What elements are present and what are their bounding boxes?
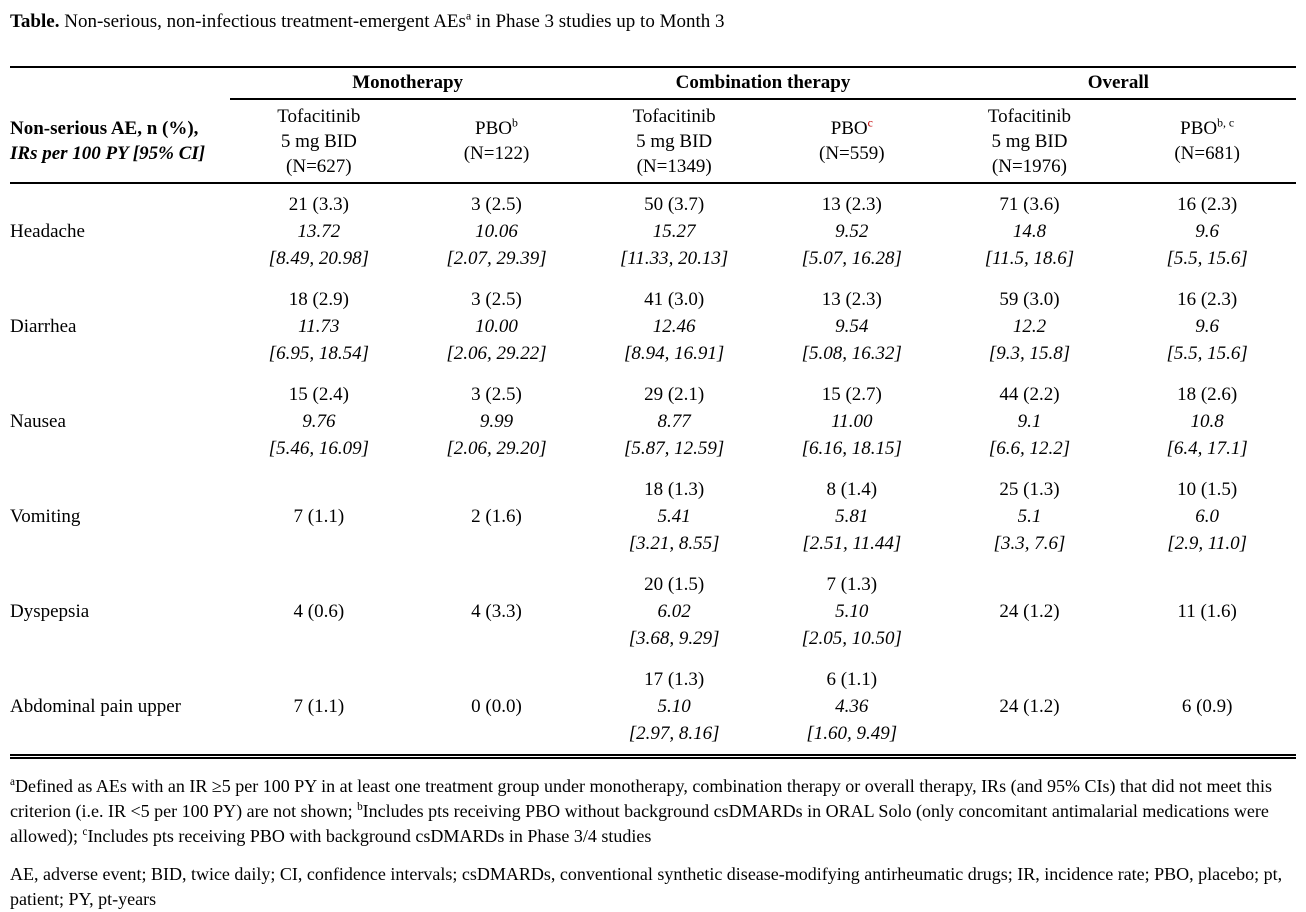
ae-name: Abdominal pain upper — [10, 659, 230, 757]
table-row-dyspepsia — [10, 564, 1296, 659]
ae-cell: 3 (2.5) 10.06 [2.07, 29.39] — [446, 194, 547, 269]
footnote-definitions: $^a$Defined as AEs with an IR ≥5 per 100 PY in at least one treatment group under monotherapy, combination therapy or overall therapy, IRs (and 95% CIs) that did not meet this criterion (i.e. IR <5 per 100 PY) are not shown; $^b$Includes pts receiving PBO without background csDMARDs in ORAL Solo (only concomitant antimalarial medications were allowed); $^c$Includes pts receiving PBO with background csDMARDs in Phase 3/4 studies — [10, 776, 1273, 846]
ae-cell: 16 (2.3) 9.6 [5.5, 15.6] — [1166, 289, 1248, 364]
table-row-nausea — [10, 374, 1296, 469]
stub-header-line2: IRs per 100 PY [95% CI] — [10, 142, 206, 164]
table-row-headache — [10, 183, 1296, 279]
ae-cell: 13 (2.3) 9.52 [5.07, 16.28] — [801, 194, 902, 269]
ae-cell: 18 (2.9) 11.73 [6.95, 18.54] — [268, 289, 369, 364]
ae-cell: 59 (3.0) 12.2 [9.3, 15.8] — [988, 289, 1071, 364]
table-title-tail: in Phase 3 studies up to Month 3 — [471, 11, 725, 32]
table-title-footnote-marker: a — [465, 9, 472, 23]
ae-cell: 6 (0.9) — [1118, 659, 1296, 757]
column-header-drug: PBO — [1180, 118, 1218, 139]
ae-cell: 44 (2.2) 9.1 [6.6, 12.2] — [988, 384, 1071, 459]
ae-cell: 4 (0.6) — [293, 601, 345, 622]
column-header-n: (N=627) — [286, 155, 352, 177]
ae-cell: 7 (1.1) — [230, 659, 408, 757]
ae-cell: 24 (1.2) — [999, 601, 1060, 622]
column-header-mono-pbo — [408, 99, 586, 183]
ae-cell: 50 (3.7) 15.27 [11.33, 20.13] — [619, 194, 729, 269]
column-header-footnote-marker: b — [512, 116, 518, 130]
column-header-n: (N=1976) — [991, 155, 1067, 177]
table-row-diarrhea — [10, 279, 1296, 374]
column-header-n: (N=681) — [1174, 143, 1240, 164]
column-header-footnote-marker-red: c — [867, 116, 873, 130]
table-title-label: Table. — [10, 11, 60, 32]
footnote-marker-c: c — [82, 826, 88, 838]
ae-cell: 20 (1.5) 6.02 [3.68, 9.29] — [628, 574, 720, 649]
column-header-row — [10, 99, 1296, 183]
column-header-drug: Tofacitinib — [987, 105, 1071, 127]
ae-table — [10, 66, 1296, 759]
stub-header-line1: Non-serious AE, n (%), — [10, 117, 199, 139]
ae-cell: 7 (1.3) 5.10 [2.05, 10.50] — [801, 574, 902, 649]
column-header-dose: 5 mg BID — [991, 130, 1068, 152]
footnote-marker-a: a — [10, 776, 15, 788]
footnotes — [10, 774, 1296, 912]
ae-name: Dyspepsia — [10, 601, 90, 622]
ae-cell: 16 (2.3) 9.6 [5.5, 15.6] — [1166, 194, 1248, 269]
ae-cell: 13 (2.3) 9.54 [5.08, 16.32] — [801, 289, 902, 364]
column-header-overall-pbo — [1118, 99, 1296, 183]
column-header-overall-tofacitinib — [941, 99, 1119, 183]
ae-cell: 10 (1.5) 6.0 [2.9, 11.0] — [1167, 479, 1248, 554]
table-row-abdominal-pain-upper — [10, 659, 1296, 757]
ae-name: Nausea — [10, 411, 66, 432]
column-header-mono-tofacitinib — [230, 99, 408, 183]
table-row-vomiting — [10, 469, 1296, 564]
column-header-n: (N=122) — [463, 143, 530, 164]
ae-cell: 41 (3.0) 12.46 [8.94, 16.91] — [623, 289, 725, 364]
stub-header — [10, 99, 230, 183]
column-header-footnote-marker: b, c — [1217, 116, 1235, 130]
group-header-row — [10, 67, 1296, 99]
ae-cell: 21 (3.3) 13.72 [8.49, 20.98] — [268, 194, 369, 269]
ae-cell: 17 (1.3) 5.10 [2.97, 8.16] — [585, 659, 763, 757]
column-header-drug: Tofacitinib — [632, 105, 716, 127]
ae-cell: 15 (2.7) 11.00 [6.16, 18.15] — [801, 384, 902, 459]
group-header-spacer — [10, 67, 230, 99]
column-header-dose: 5 mg BID — [280, 130, 357, 152]
ae-cell: 18 (2.6) 10.8 [6.4, 17.1] — [1166, 384, 1248, 459]
column-header-n: (N=559) — [819, 143, 885, 164]
column-header-combo-tofacitinib — [585, 99, 763, 183]
column-header-drug: PBO — [830, 118, 868, 139]
ae-cell: 29 (2.1) 8.77 [5.87, 12.59] — [623, 384, 725, 459]
group-header-combination-therapy: Combination therapy — [585, 67, 940, 99]
table-title-text: Non-serious, non-infectious treatment-emergent AEs — [59, 11, 466, 32]
ae-name: Diarrhea — [10, 316, 77, 337]
ae-cell: 24 (1.2) — [941, 659, 1119, 757]
group-header-monotherapy: Monotherapy — [230, 67, 585, 99]
column-header-drug: PBO — [475, 118, 513, 139]
ae-cell: 0 (0.0) — [408, 659, 586, 757]
ae-name: Headache — [10, 221, 85, 242]
column-header-combo-pbo — [763, 99, 941, 183]
ae-cell: 6 (1.1) 4.36 [1.60, 9.49] — [763, 659, 941, 757]
ae-cell: 18 (1.3) 5.41 [3.21, 8.55] — [628, 479, 720, 554]
ae-cell: 4 (3.3) — [471, 601, 522, 622]
footnote-abbreviations: AE, adverse event; BID, twice daily; CI, confidence intervals; csDMARDs, conventional synthetic disease-modifying antirheumatic drugs; IR, incidence rate; PBO, placebo; pt, patient; PY, pt-years — [10, 864, 1283, 909]
ae-cell: 3 (2.5) 10.00 [2.06, 29.22] — [446, 289, 547, 364]
ae-cell: 15 (2.4) 9.76 [5.46, 16.09] — [268, 384, 369, 459]
ae-cell: 2 (1.6) — [471, 506, 522, 527]
column-header-drug: Tofacitinib — [277, 105, 361, 127]
ae-name: Vomiting — [10, 506, 81, 527]
table-title — [10, 6, 1296, 34]
column-header-dose: 5 mg BID — [636, 130, 713, 152]
ae-cell: 7 (1.1) — [293, 506, 345, 527]
footnote-marker-b: b — [357, 801, 363, 813]
ae-cell: 25 (1.3) 5.1 [3.3, 7.6] — [993, 479, 1066, 554]
ae-cell: 71 (3.6) 14.8 [11.5, 18.6] — [984, 194, 1075, 269]
ae-cell: 11 (1.6) — [1177, 601, 1237, 622]
ae-cell: 3 (2.5) 9.99 [2.06, 29.20] — [446, 384, 547, 459]
column-header-n: (N=1349) — [636, 155, 712, 177]
ae-cell: 8 (1.4) 5.81 [2.51, 11.44] — [802, 479, 902, 554]
group-header-overall: Overall — [941, 67, 1296, 99]
